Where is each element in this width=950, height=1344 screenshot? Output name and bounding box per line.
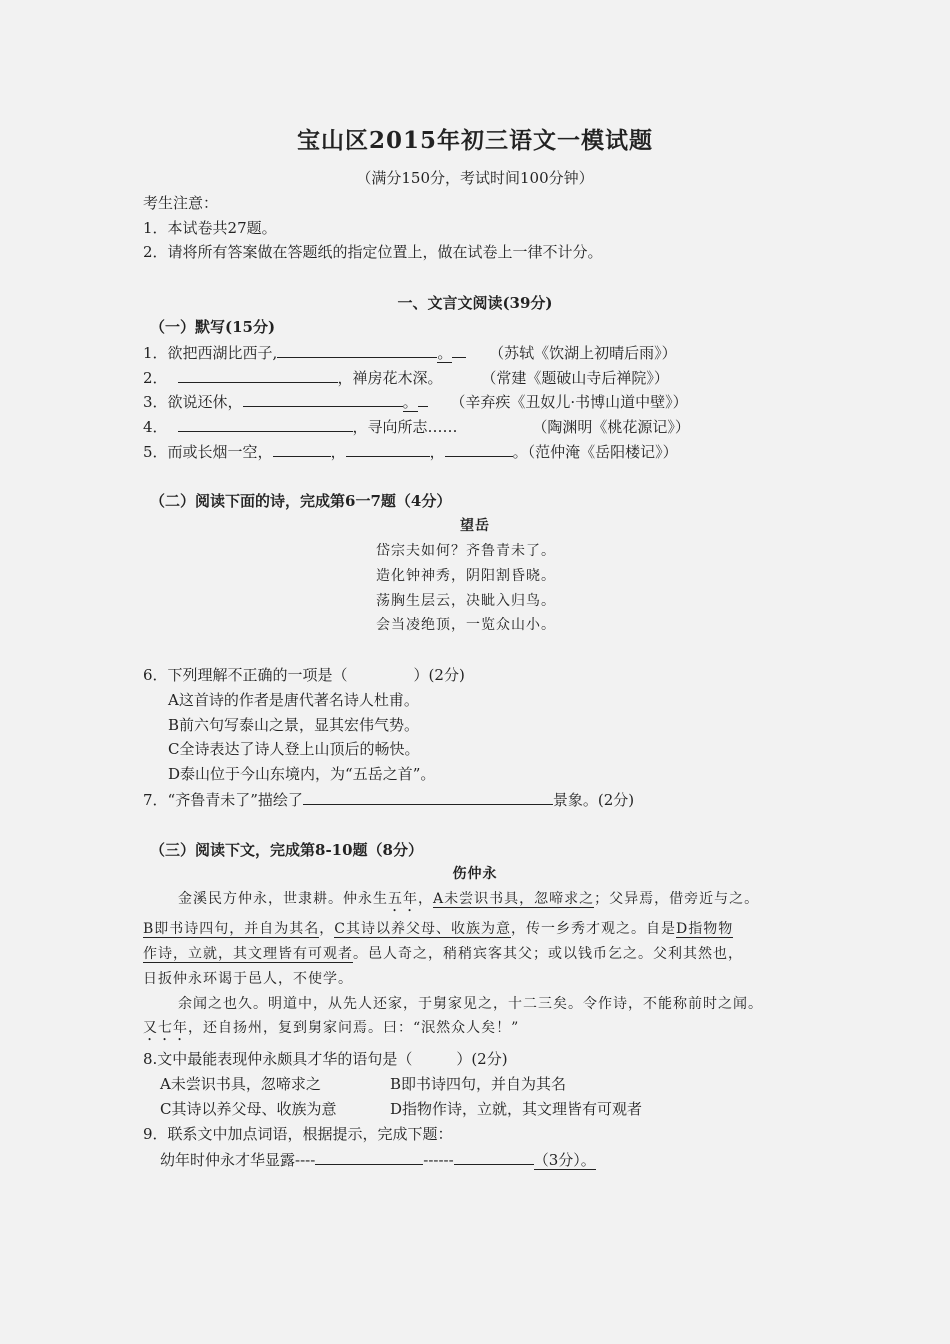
- q5-blank-2[interactable]: [346, 441, 430, 457]
- exam-subtitle: （满分150分，考试时间100分钟）: [356, 169, 594, 187]
- part2-title: （二）阅读下面的诗，完成第6一7题（4分）: [150, 492, 452, 510]
- q1-number: 1．: [143, 344, 168, 362]
- exam-title: 宝山区2015年初三语文一模试题: [296, 127, 653, 154]
- passage-text: 金溪民方仲永，世隶耕。仲永生: [178, 891, 388, 907]
- q6-option-c: C全诗表达了诗人登上山顶后的畅快。: [168, 740, 420, 758]
- q5-source: （范仲淹《岳阳楼记》）: [527, 443, 678, 461]
- passage-line-1: [178, 889, 759, 915]
- passage-text: ；父异焉，借旁近与之。: [594, 891, 760, 907]
- passage-text: ，还自扬州，复到舅家问焉。曰：“泯然众人矣！”: [188, 1020, 520, 1036]
- q8-option-c: C其诗以养父母、收族为意: [160, 1100, 337, 1118]
- q3-end: 。: [402, 393, 418, 411]
- q1-source: （苏轼《饮湖上初晴后雨》）: [489, 344, 677, 362]
- underlined-sentence-d-end: 作诗，立就，其文理皆有可观者: [143, 946, 353, 962]
- q4-blank[interactable]: [178, 416, 353, 432]
- passage-line-3: [143, 944, 743, 964]
- passage-text: ，: [319, 921, 335, 937]
- q6-stem: 6．下列理解不正确的一项是（: [143, 666, 348, 684]
- q5-sep-2: ，: [429, 443, 445, 461]
- q1-blank[interactable]: [277, 342, 437, 358]
- poem-line-4: 会当凌绝顶，一览众山小。: [376, 617, 556, 633]
- question-2: [143, 367, 669, 388]
- dotted-word-2: 又七年: [143, 1020, 188, 1036]
- underlined-sentence-d-start: D指物物: [676, 921, 734, 937]
- poem-line-3: 荡胸生层云，决眦入归鸟。: [376, 593, 556, 609]
- q7-end: 景象。(2分): [552, 791, 635, 809]
- part1-title: （一）默写(15分): [150, 318, 276, 336]
- q5-text: 而或长烟一空，: [167, 443, 273, 461]
- poem-line-2: 造化钟神秀，阴阳割昏晓。: [376, 568, 556, 584]
- question-6: [143, 665, 465, 685]
- q6-option-a: A这首诗的作者是唐代著名诗人杜甫。: [168, 691, 419, 709]
- q8-stem-end: ）(2分): [456, 1050, 508, 1068]
- q8-option-a: A未尝识书具，忽啼求之: [160, 1075, 321, 1093]
- q4-text: ，寻向所志……: [352, 418, 458, 436]
- q3-text: 欲说还休，: [167, 393, 243, 411]
- part3-title: （三）阅读下文，完成第8-10题（8分）: [150, 841, 423, 859]
- question-7: [143, 789, 634, 810]
- q2-text: ，禅房花木深。: [337, 369, 443, 387]
- q8-stem: 8.文中最能表现仲永颇具才华的语句是（: [143, 1050, 413, 1068]
- q2-number: 2．: [143, 369, 168, 387]
- q5-blank-1[interactable]: [273, 441, 331, 457]
- passage-text: 。邑人奇之，稍稍宾客其父；或以钱币乞之。父利其然也，: [353, 946, 743, 962]
- passage-line-5: 余闻之也久。明道中，从先人还家，于舅家见之，十二三矣。令作诗，不能称前时之闻。: [178, 996, 763, 1012]
- q2-source: （常建《题破山寺后禅院》）: [481, 369, 669, 387]
- text-title: 伤仲永: [452, 866, 498, 882]
- q9-end: （3分）。: [533, 1151, 596, 1169]
- q9-answer-line: [160, 1149, 596, 1170]
- q6-option-d: D泰山位于今山东境内，为“五岳之首”。: [168, 765, 436, 783]
- q6-stem-end: ）(2分): [413, 666, 465, 684]
- q1-end: 。: [437, 344, 453, 362]
- q7-blank[interactable]: [303, 789, 553, 805]
- q1-text: 欲把西湖比西子,: [167, 344, 278, 362]
- underlined-sentence-c: C其诗以养父母、收族为意: [334, 921, 512, 937]
- q2-blank[interactable]: [178, 367, 338, 383]
- passage-text: ，传一乡秀才观之。自是: [511, 921, 677, 937]
- q3-number: 3．: [143, 393, 168, 411]
- question-1: [143, 342, 677, 363]
- q9-dash: ------: [423, 1151, 454, 1169]
- q8-option-d: D指物作诗，立就，其文理皆有可观者: [390, 1100, 643, 1118]
- q6-option-b: B前六句写泰山之景，显其宏伟气势。: [168, 716, 420, 734]
- question-4: [143, 416, 690, 437]
- question-9: 9．联系文中加点词语，根据提示，完成下题：: [143, 1125, 453, 1143]
- notice-item-1: 1．本试卷共27题。: [143, 219, 277, 237]
- poem-line-1: 岱宗夫如何？齐鲁青未了。: [376, 543, 556, 559]
- q9-prompt: 幼年时仲永才华显露----: [160, 1151, 316, 1169]
- q8-option-b: B即书诗四句，并自为其名: [390, 1075, 567, 1093]
- q3-blank[interactable]: [243, 391, 403, 407]
- passage-line-2: [143, 919, 733, 939]
- notice-label: 考生注意：: [143, 194, 219, 212]
- passage-line-4: 日扳仲永环谒于邑人，不使学。: [143, 971, 353, 987]
- q5-sep-1: ，: [330, 443, 346, 461]
- q5-end: 。: [512, 443, 528, 461]
- passage-line-6: [143, 1018, 519, 1044]
- q4-source: （陶渊明《桃花源记》）: [532, 418, 690, 436]
- dotted-word-1: 五年: [388, 891, 418, 907]
- q3-end-line: [418, 406, 428, 407]
- underlined-sentence-b: B即书诗四句，并自为其名: [143, 921, 320, 937]
- notice-item-2: 2．请将所有答案做在答题纸的指定位置上，做在试卷上一律不计分。: [143, 243, 603, 261]
- q9-blank-1[interactable]: [315, 1149, 423, 1165]
- q5-blank-3[interactable]: [445, 441, 513, 457]
- q5-number: 5．: [143, 443, 168, 461]
- underlined-sentence-a: A未尝识书具，忽啼求之: [433, 891, 595, 907]
- question-3: [143, 391, 688, 412]
- question-5: [143, 441, 678, 462]
- q3-source: （辛弃疾《丑奴儿·书博山道中壁》）: [450, 393, 688, 411]
- q1-end-line: [452, 357, 466, 358]
- q4-number: 4．: [143, 418, 168, 436]
- passage-text: ，: [418, 891, 433, 907]
- q7-stem: 7．“齐鲁青未了”描绘了: [143, 791, 303, 809]
- question-8: [143, 1049, 508, 1069]
- section1-title: 一、文言文阅读(39分): [397, 294, 553, 312]
- q9-blank-2[interactable]: [454, 1149, 534, 1165]
- poem-title: 望岳: [460, 518, 490, 534]
